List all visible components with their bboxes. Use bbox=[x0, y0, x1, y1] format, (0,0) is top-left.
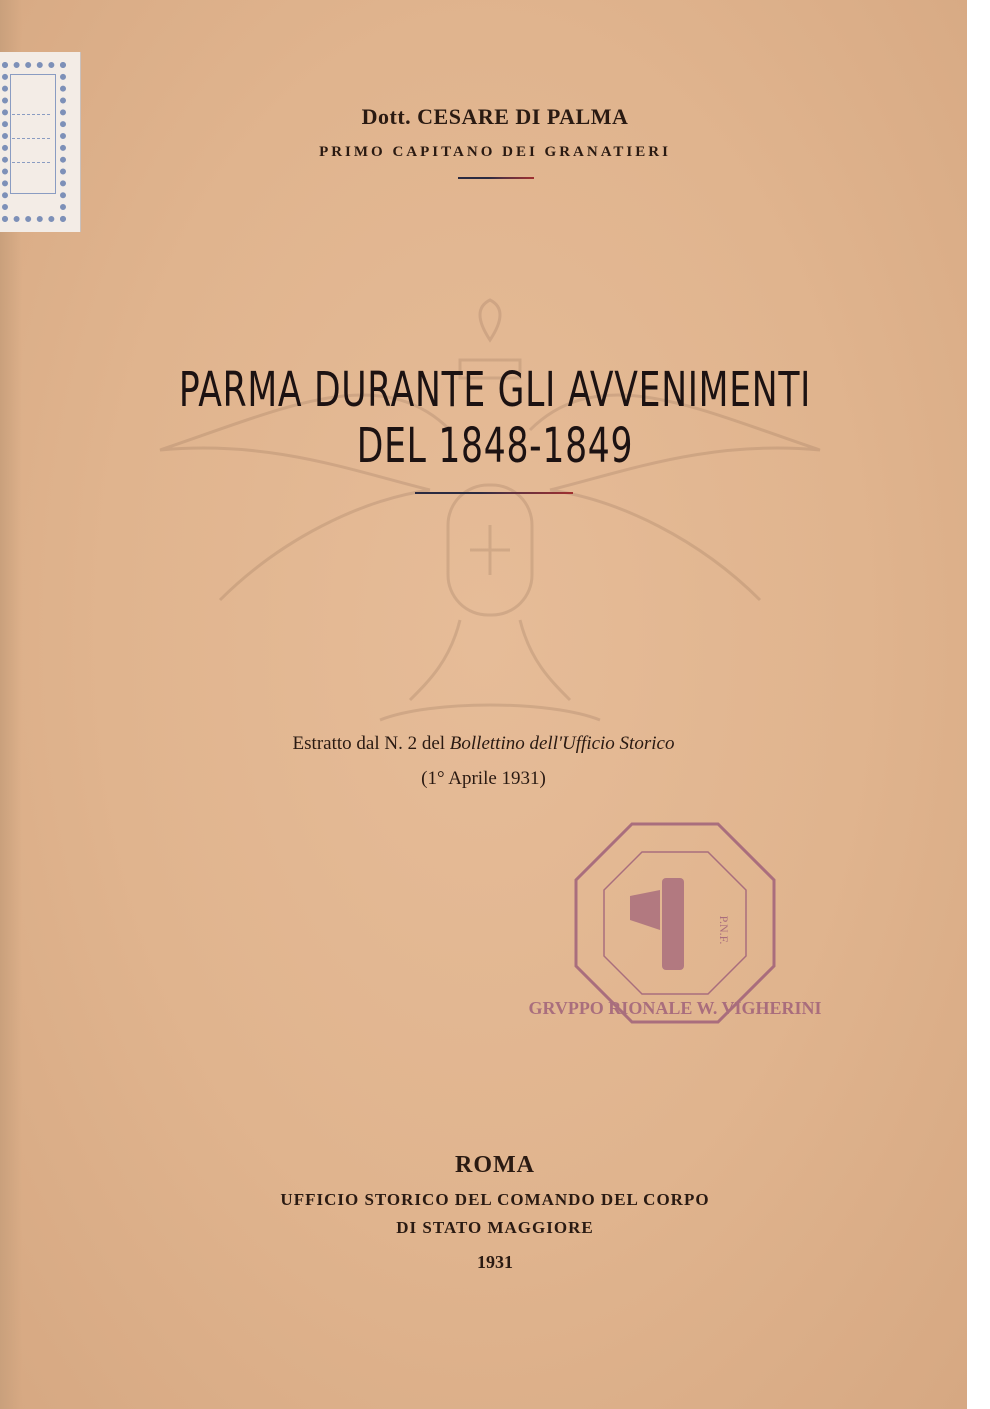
book-title: PARMA DURANTE GLI AVVENIMENTI DEL 1848-1849 bbox=[178, 362, 812, 474]
publisher-line-2: DI STATO MAGGIORE bbox=[396, 1218, 594, 1237]
label-line bbox=[12, 138, 50, 139]
publication-year: 1931 bbox=[477, 1252, 513, 1272]
library-label bbox=[0, 52, 81, 232]
ink-stamp bbox=[528, 818, 822, 1028]
author-prefix: Dott. bbox=[361, 104, 412, 129]
label-inner-box bbox=[10, 74, 56, 194]
journal-name: Bollettino dell'Ufficio Storico bbox=[449, 733, 675, 754]
stamp-inner-text: P.N.F. bbox=[717, 915, 731, 945]
publication-city: ROMA bbox=[455, 1152, 535, 1178]
stamp-text: GRVPPO RIONALE W. VIGHERINI bbox=[528, 998, 822, 1018]
author-rank: PRIMO CAPITANO DEI GRANATIERI bbox=[319, 144, 671, 160]
tricolor-rule bbox=[458, 177, 534, 179]
author-line bbox=[0, 104, 990, 130]
label-line bbox=[12, 162, 50, 163]
extract-date: (1° Aprile 1931) bbox=[421, 768, 546, 789]
tricolor-rule bbox=[415, 492, 573, 494]
publisher-line-1: UFFICIO STORICO DEL COMANDO DEL CORPO bbox=[280, 1190, 710, 1209]
author-name: CESARE DI PALMA bbox=[417, 104, 629, 129]
extract-prefix: Estratto dal N. 2 del bbox=[292, 733, 450, 754]
extract-note bbox=[0, 733, 967, 755]
